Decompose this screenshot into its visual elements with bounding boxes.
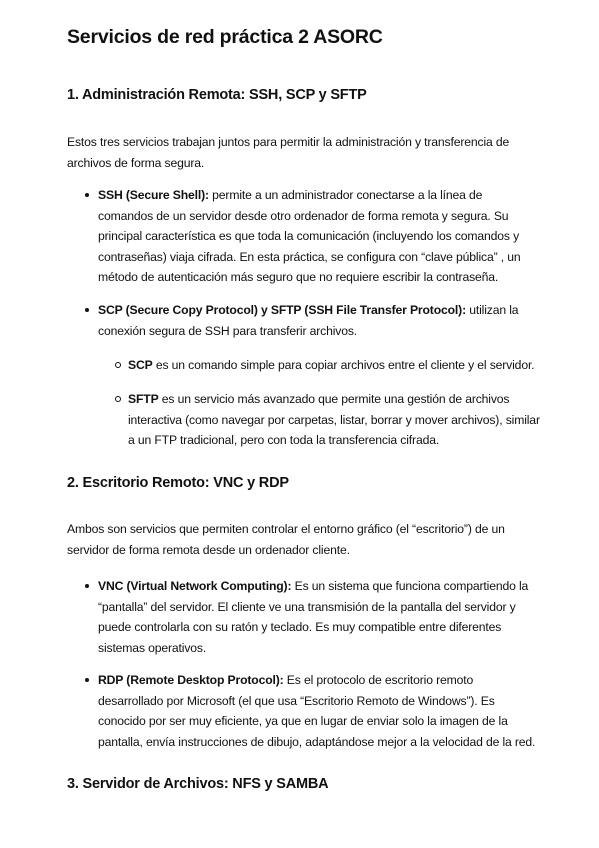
list-item-term: SFTP — [128, 392, 159, 406]
list-item-term: SSH (Secure Shell): — [98, 188, 209, 202]
list-item-text: es un servicio más avanzado que permite una gestión de archivos interactiva (como navegar por carpetas, listar, borrar y mover archivos), similar a un FTP tradicional, pero con toda la transferencia cifrada. — [128, 392, 540, 447]
list-item-text: es un comando simple para copiar archivos entre el cliente y el servidor. — [152, 358, 535, 372]
list-item-term: SCP — [128, 358, 153, 372]
list-item-text: Es el protocolo de escritorio remoto desarrollado por Microsoft (el que usa “Escritorio Remoto de Windows”). Es conocido por ser muy eficiente, ya que en lugar de enviar solo la imagen de la pantalla, envía instrucciones de dibujo, adaptándose mejor a la velocidad de la red. — [98, 673, 536, 749]
sub-list-item — [128, 355, 540, 376]
section-heading: 3. Servidor de Archivos: NFS y SAMBA — [67, 776, 329, 792]
section-intro: Ambos son servicios que permiten controlar el entorno gráfico (el “escritorio”) de un servidor de forma remota desde un ordenador cliente. — [67, 522, 505, 557]
list-item — [98, 576, 538, 658]
bullet-icon — [85, 584, 89, 588]
section-intro: Estos tres servicios trabajan juntos para permitir la administración y transferencia de archivos de forma segura. — [67, 135, 510, 170]
bullet-icon — [85, 193, 89, 197]
list-item-text: Es un sistema que funciona compartiendo la “pantalla” del servidor. El cliente ve una transmisión de la pantalla del servidor y puede controlarla con su ratón y teclado. Es muy compatible entre diferentes sistemas operativos. — [98, 579, 529, 655]
list-item-term: RDP (Remote Desktop Protocol): — [98, 673, 284, 687]
bullet-icon — [85, 308, 89, 312]
list-item-text: utilizan la conexión segura de SSH para transferir archivos. — [98, 303, 519, 338]
list-item — [98, 670, 538, 752]
sub-list-item — [128, 389, 540, 451]
sub-bullet-icon — [115, 396, 121, 402]
list-item-term: VNC (Virtual Network Computing): — [98, 579, 292, 593]
bullet-icon — [85, 678, 89, 682]
sub-bullet-icon — [115, 362, 121, 368]
section-heading: 1. Administración Remota: SSH, SCP y SFTP — [67, 87, 367, 103]
list-item-text: permite a un administrador conectarse a la línea de comandos de un servidor desde otro ordenador de forma remota y segura. Su principal característica es que toda la comunicación (incluyendo los comandos y contraseñas) viaja cifrada. En esta práctica, se configura con “clave pública” , un método de autenticación más seguro que no requiere escribir la contraseña. — [98, 188, 521, 284]
list-item — [98, 300, 538, 341]
list-item — [98, 185, 538, 288]
page-title: Servicios de red práctica 2 ASORC — [67, 26, 383, 48]
list-item-term: SCP (Secure Copy Protocol) y SFTP (SSH File Transfer Protocol): — [98, 303, 466, 317]
section-heading: 2. Escritorio Remoto: VNC y RDP — [67, 475, 289, 491]
